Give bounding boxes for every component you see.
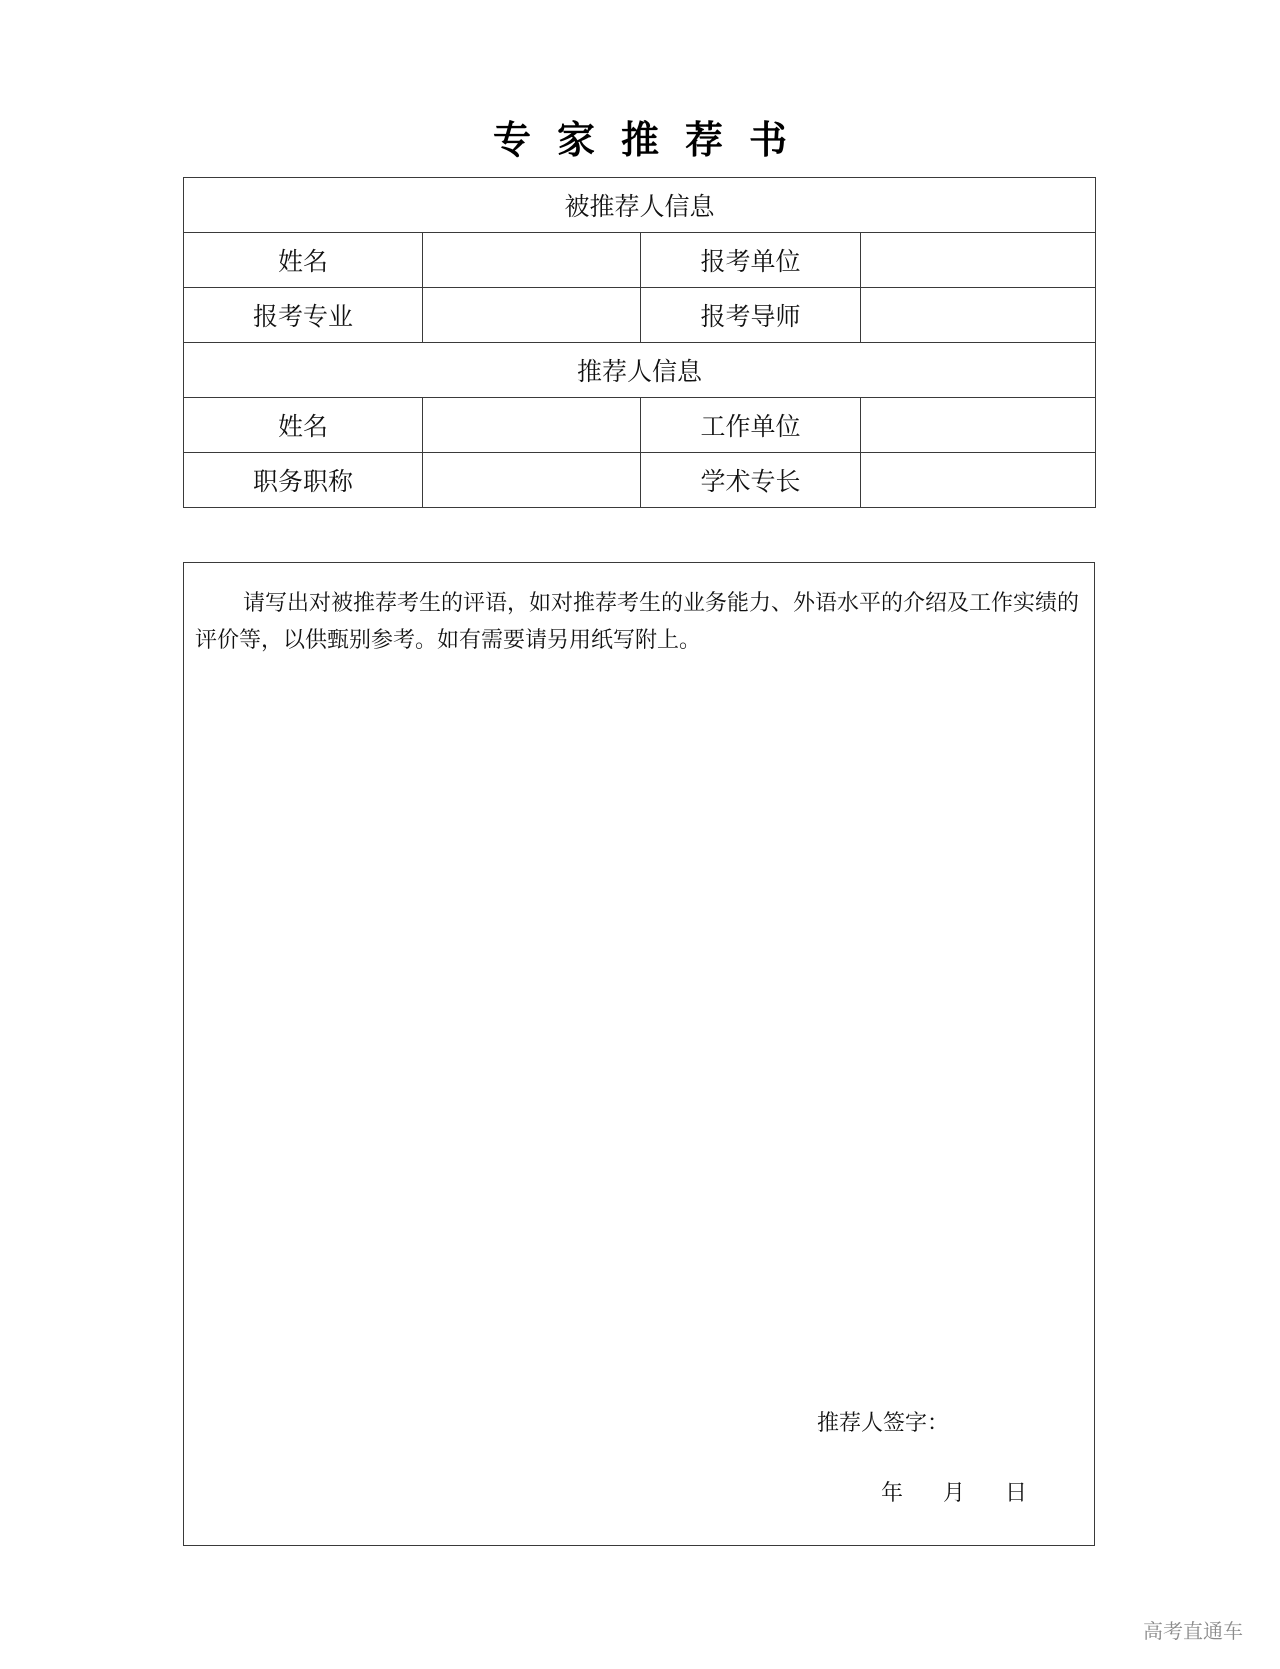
info-table (183, 177, 1096, 508)
recommender-title-label: 职务职称 (184, 453, 423, 508)
recommender-expertise-field[interactable] (861, 453, 1096, 508)
recommender-expertise-label: 学术专长 (641, 453, 861, 508)
comment-instructions: 请写出对被推荐考生的评语，如对推荐考生的业务能力、外语水平的介绍及工作实绩的评价等，以供甄别参考。如有需要请另用纸写附上。 (195, 591, 1080, 653)
table-row (184, 233, 1096, 288)
signature-label: 推荐人签字： (817, 1411, 950, 1436)
recommender-workplace-field[interactable] (861, 398, 1096, 453)
recommender-section-header (184, 343, 1096, 398)
candidate-name-label: 姓名 (184, 233, 423, 288)
comment-box[interactable] (183, 562, 1095, 1546)
table-row (184, 288, 1096, 343)
candidate-section-heading: 被推荐人信息 (184, 178, 1096, 233)
table-row (184, 398, 1096, 453)
recommender-name-label: 姓名 (184, 398, 423, 453)
watermark: 高考直通车 (1143, 1619, 1243, 1643)
recommender-workplace-label: 工作单位 (641, 398, 861, 453)
candidate-supervisor-field[interactable] (861, 288, 1096, 343)
recommender-section-heading: 推荐人信息 (184, 343, 1096, 398)
date-row (881, 1479, 1067, 1509)
candidate-applied-unit-field[interactable] (861, 233, 1096, 288)
date-day-label: 日 (1005, 1481, 1028, 1506)
recommender-name-field[interactable] (423, 398, 641, 453)
table-row (184, 453, 1096, 508)
document-title: 专家推荐书 (492, 118, 813, 162)
recommender-title-field[interactable] (423, 453, 641, 508)
date-year-label: 年 (881, 1481, 904, 1506)
candidate-major-field[interactable] (423, 288, 641, 343)
candidate-supervisor-label: 报考导师 (641, 288, 861, 343)
candidate-major-label: 报考专业 (184, 288, 423, 343)
candidate-name-field[interactable] (423, 233, 641, 288)
date-month-label: 月 (943, 1481, 966, 1506)
candidate-applied-unit-label: 报考单位 (641, 233, 861, 288)
candidate-section-header (184, 178, 1096, 233)
